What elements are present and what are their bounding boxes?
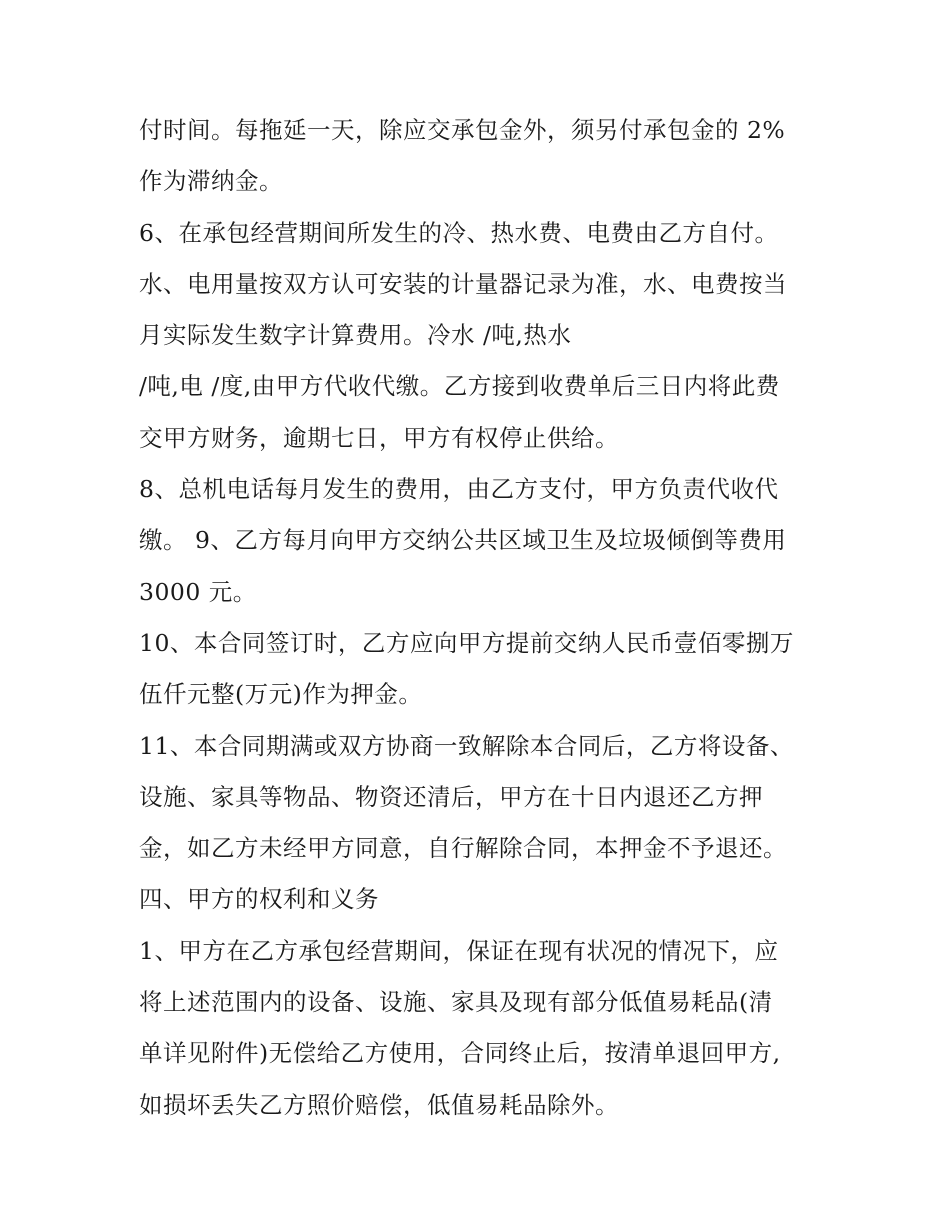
text-line: 交甲方财务，逾期七日，甲方有权停止供给。 <box>139 423 619 452</box>
text-line: 付时间。每拖延一天，除应交承包金外，须另付承包金的 2% <box>139 116 786 144</box>
document-body <box>139 105 829 1131</box>
section-heading: 四、甲方的权利和义务 <box>139 885 379 914</box>
text-line: 缴。 9、乙方每月向甲方交纳公共区域卫生及垃圾倾倒等费用 <box>139 526 787 555</box>
text-line: 作为滞纳金。 <box>139 167 283 196</box>
text-line: 月实际发生数字计算费用。冷水 /吨,热水 <box>139 321 572 350</box>
text-line: 11、本合同期满或双方协商一致解除本合同后，乙方将设备、 <box>139 731 794 760</box>
text-line: 3000 元。 <box>139 577 257 606</box>
text-line: 如损坏丢失乙方照价赔偿，低值易耗品除外。 <box>139 1090 619 1119</box>
text-line: 1、甲方在乙方承包经营期间，保证在现有状况的情况下，应 <box>139 936 779 965</box>
text-line: 水、电用量按双方认可安装的计量器记录为准，水、电费按当 <box>139 269 787 298</box>
text-line: 10、本合同签订时，乙方应向甲方提前交纳人民币壹佰零捌万 <box>139 628 794 657</box>
text-line: /吨,电 /度,由甲方代收代缴。乙方接到收费单后三日内将此费 <box>139 372 780 401</box>
text-line: 设施、家具等物品、物资还清后，甲方在十日内退还乙方押 <box>139 782 763 811</box>
text-line: 8、总机电话每月发生的费用，由乙方支付，甲方负责代收代 <box>139 475 779 504</box>
text-line: 金，如乙方未经甲方同意，自行解除合同，本押金不予退还。 <box>139 834 787 863</box>
text-line: 伍仟元整(万元)作为押金。 <box>139 680 423 709</box>
text-line: 将上述范围内的设备、设施、家具及现有部分低值易耗品(清 <box>139 988 773 1017</box>
text-line: 单详见附件)无偿给乙方使用，合同终止后，按清单退回甲方, <box>139 1039 781 1068</box>
text-line: 6、在承包经营期间所发生的冷、热水费、电费由乙方自付。 <box>139 218 779 247</box>
